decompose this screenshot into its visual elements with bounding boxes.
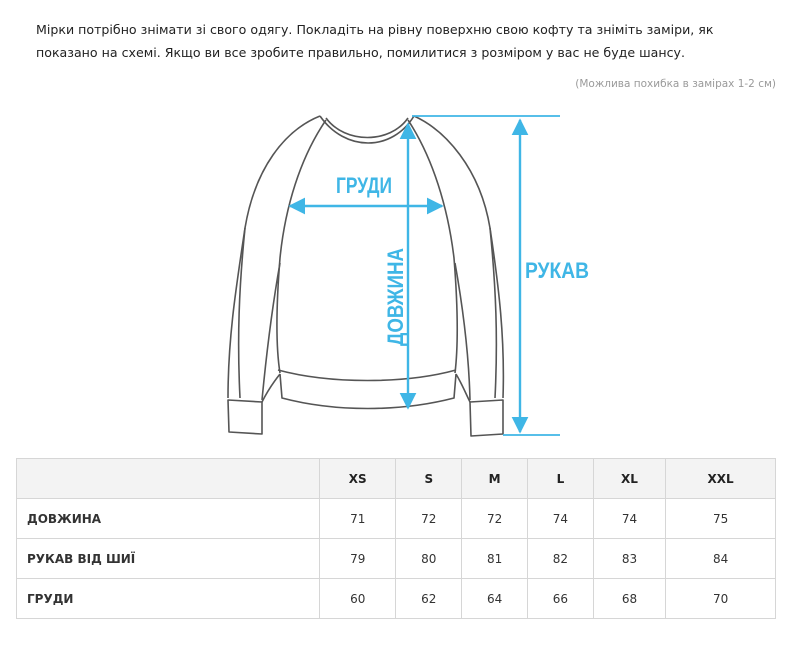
table-cell: 62 bbox=[396, 579, 462, 619]
row-label-sleeve: РУКАВ ВІД ШИЇ bbox=[17, 539, 320, 579]
table-corner-cell bbox=[17, 459, 320, 499]
table-cell: 81 bbox=[462, 539, 528, 579]
table-cell: 82 bbox=[528, 539, 594, 579]
table-cell: 72 bbox=[462, 499, 528, 539]
table-cell: 74 bbox=[528, 499, 594, 539]
row-label-chest: ГРУДИ bbox=[17, 579, 320, 619]
table-row bbox=[17, 499, 776, 539]
size-header-xl: XL bbox=[593, 459, 665, 499]
size-chart-table bbox=[16, 458, 776, 619]
table-row bbox=[17, 539, 776, 579]
sleeve-label: РУКАВ bbox=[525, 258, 589, 283]
sweater-outline bbox=[228, 116, 503, 436]
size-header-l: L bbox=[528, 459, 594, 499]
table-cell: 60 bbox=[320, 579, 396, 619]
table-cell: 70 bbox=[666, 579, 776, 619]
table-cell: 71 bbox=[320, 499, 396, 539]
intro-text: Мірки потрібно знімати зі свого одягу. Покладіть на рівну поверхню свою кофту та зніміть заміри, як показано на схемі. Якщо ви все зробите правильно, помилитися з розміром у вас не буде шансу. bbox=[36, 22, 714, 60]
table-cell: 64 bbox=[462, 579, 528, 619]
size-header-m: M bbox=[462, 459, 528, 499]
table-row bbox=[17, 579, 776, 619]
table-cell: 80 bbox=[396, 539, 462, 579]
table-cell: 75 bbox=[666, 499, 776, 539]
table-cell: 74 bbox=[593, 499, 665, 539]
length-label: ДОВЖИНА bbox=[383, 230, 408, 346]
table-cell: 79 bbox=[320, 539, 396, 579]
table-cell: 72 bbox=[396, 499, 462, 539]
size-header-xxl: XXL bbox=[666, 459, 776, 499]
chest-label: ГРУДИ bbox=[336, 173, 392, 198]
table-cell: 84 bbox=[666, 539, 776, 579]
measurement-error-note: (Можлива похибка в замірах 1-2 см) bbox=[575, 78, 776, 90]
table-cell: 66 bbox=[528, 579, 594, 619]
size-header-row bbox=[17, 459, 776, 499]
row-label-length: ДОВЖИНА bbox=[17, 499, 320, 539]
sweater-measurement-diagram bbox=[0, 98, 800, 450]
size-header-s: S bbox=[396, 459, 462, 499]
size-header-xs: XS bbox=[320, 459, 396, 499]
table-cell: 83 bbox=[593, 539, 665, 579]
table-cell: 68 bbox=[593, 579, 665, 619]
